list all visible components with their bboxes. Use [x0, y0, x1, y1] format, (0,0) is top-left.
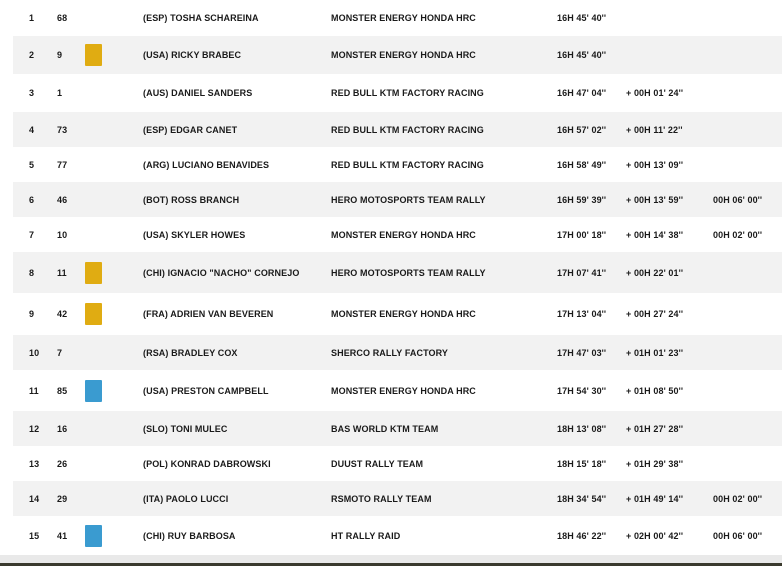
results-table — [13, 0, 782, 556]
time-gap: + 00H 13' 59'' — [626, 194, 684, 205]
position: 14 — [29, 493, 40, 504]
team-name[interactable]: RED BULL KTM FACTORY RACING — [331, 159, 484, 170]
table-row[interactable] — [13, 36, 782, 74]
table-row[interactable] — [13, 252, 782, 293]
team-name[interactable]: HERO MOTOSPORTS TEAM RALLY — [331, 194, 486, 205]
team-name[interactable]: MONSTER ENERGY HONDA HRC — [331, 13, 476, 23]
time-gap: + 01H 49' 14'' — [626, 493, 684, 504]
team-name[interactable]: RSMOTO RALLY TEAM — [331, 493, 432, 504]
position: 4 — [29, 124, 35, 135]
position: 12 — [29, 423, 40, 434]
bib-number: 9 — [57, 50, 63, 60]
position: 7 — [29, 229, 35, 240]
category-marker-icon — [85, 380, 102, 402]
time-gap: + 00H 11' 22'' — [626, 124, 683, 135]
total-time: 18H 34' 54'' — [557, 493, 607, 504]
rider-name[interactable]: (CHI) IGNACIO "NACHO" CORNEJO — [143, 267, 300, 278]
bib-number: 7 — [57, 347, 63, 358]
rider-name[interactable]: (USA) RICKY BRABEC — [143, 50, 242, 60]
position: 11 — [29, 385, 39, 396]
penalty: 00H 02' 00'' — [713, 229, 763, 240]
bib-number: 26 — [57, 458, 68, 469]
category-marker-icon — [85, 525, 102, 547]
table-row[interactable] — [13, 0, 782, 36]
time-gap: + 02H 00' 42'' — [626, 531, 684, 541]
rider-name[interactable]: (USA) SKYLER HOWES — [143, 229, 246, 240]
total-time: 17H 13' 04'' — [557, 309, 607, 319]
total-time: 16H 58' 49'' — [557, 159, 607, 170]
team-name[interactable]: RED BULL KTM FACTORY RACING — [331, 88, 484, 98]
table-row[interactable] — [13, 370, 782, 411]
bib-number: 68 — [57, 13, 68, 23]
bib-number: 46 — [57, 194, 68, 205]
total-time: 16H 57' 02'' — [557, 124, 607, 135]
position: 1 — [29, 13, 35, 23]
time-gap: + 00H 13' 09'' — [626, 159, 684, 170]
total-time: 17H 00' 18'' — [557, 229, 607, 240]
team-name[interactable]: MONSTER ENERGY HONDA HRC — [331, 385, 476, 396]
position: 8 — [29, 267, 35, 278]
bib-number: 41 — [57, 531, 68, 541]
category-marker-icon — [85, 44, 102, 66]
total-time: 17H 07' 41'' — [557, 267, 607, 278]
total-time: 16H 59' 39'' — [557, 194, 607, 205]
total-time: 18H 46' 22'' — [557, 531, 607, 541]
rider-name[interactable]: (ARG) LUCIANO BENAVIDES — [143, 159, 270, 170]
position: 13 — [29, 458, 40, 469]
rider-name[interactable]: (ESP) EDGAR CANET — [143, 124, 238, 135]
team-name[interactable]: SHERCO RALLY FACTORY — [331, 347, 449, 358]
bib-number: 42 — [57, 309, 68, 319]
team-name[interactable]: HT RALLY RAID — [331, 531, 401, 541]
bib-number: 85 — [57, 385, 68, 396]
total-time: 16H 45' 40'' — [557, 13, 607, 23]
table-row[interactable] — [13, 182, 782, 217]
bib-number: 16 — [57, 423, 68, 434]
rider-name[interactable]: (SLO) TONI MULEC — [143, 423, 228, 434]
rider-name[interactable]: (RSA) BRADLEY COX — [143, 347, 238, 358]
position: 3 — [29, 88, 35, 98]
table-row[interactable] — [13, 293, 782, 335]
penalty: 00H 02' 00'' — [713, 493, 763, 504]
team-name[interactable]: BAS WORLD KTM TEAM — [331, 423, 439, 434]
time-gap: + 00H 27' 24'' — [626, 309, 684, 319]
total-time: 16H 45' 40'' — [557, 50, 607, 60]
table-row[interactable] — [13, 217, 782, 252]
table-row[interactable] — [13, 446, 782, 481]
position: 9 — [29, 309, 35, 319]
table-row[interactable] — [13, 481, 782, 516]
team-name[interactable]: MONSTER ENERGY HONDA HRC — [331, 50, 476, 60]
position: 2 — [29, 50, 35, 60]
bib-number: 73 — [57, 124, 68, 135]
team-name[interactable]: DUUST RALLY TEAM — [331, 458, 424, 469]
bib-number: 11 — [57, 267, 67, 278]
team-name[interactable]: MONSTER ENERGY HONDA HRC — [331, 229, 476, 240]
table-row[interactable] — [13, 335, 782, 370]
time-gap: + 00H 01' 24'' — [626, 88, 684, 98]
total-time: 16H 47' 04'' — [557, 88, 607, 98]
category-marker-icon — [85, 303, 102, 325]
rider-name[interactable]: (FRA) ADRIEN VAN BEVEREN — [143, 309, 274, 319]
bib-number: 10 — [57, 229, 68, 240]
team-name[interactable]: HERO MOTOSPORTS TEAM RALLY — [331, 267, 486, 278]
total-time: 18H 15' 18'' — [557, 458, 607, 469]
table-row[interactable] — [13, 147, 782, 182]
rider-name[interactable]: (CHI) RUY BARBOSA — [143, 531, 236, 541]
total-time: 18H 13' 08'' — [557, 423, 607, 434]
team-name[interactable]: RED BULL KTM FACTORY RACING — [331, 124, 484, 135]
bib-number: 1 — [57, 88, 63, 98]
total-time: 17H 47' 03'' — [557, 347, 607, 358]
position: 5 — [29, 159, 35, 170]
table-row[interactable] — [13, 74, 782, 112]
time-gap: + 01H 29' 38'' — [626, 458, 684, 469]
time-gap: + 00H 14' 38'' — [626, 229, 684, 240]
total-time: 17H 54' 30'' — [557, 385, 607, 396]
time-gap: + 00H 22' 01'' — [626, 267, 684, 278]
rider-name[interactable]: (USA) PRESTON CAMPBELL — [143, 385, 269, 396]
time-gap: + 01H 27' 28'' — [626, 423, 684, 434]
bib-number: 29 — [57, 493, 68, 504]
penalty: 00H 06' 00'' — [713, 194, 763, 205]
table-row[interactable] — [13, 112, 782, 147]
bib-number: 77 — [57, 159, 68, 170]
rider-name[interactable]: (ITA) PAOLO LUCCI — [143, 493, 229, 504]
time-gap: + 01H 08' 50'' — [626, 385, 684, 396]
rider-name[interactable]: (ESP) TOSHA SCHAREINA — [143, 13, 259, 23]
table-row[interactable] — [13, 516, 782, 556]
position: 10 — [29, 347, 40, 358]
position: 15 — [29, 531, 40, 541]
table-row[interactable] — [13, 411, 782, 446]
category-marker-icon — [85, 262, 102, 284]
rider-name[interactable]: (AUS) DANIEL SANDERS — [143, 88, 253, 98]
rider-name[interactable]: (BOT) ROSS BRANCH — [143, 194, 240, 205]
time-gap: + 01H 01' 23'' — [626, 347, 684, 358]
penalty: 00H 06' 00'' — [713, 531, 763, 541]
rider-name[interactable]: (POL) KONRAD DABROWSKI — [143, 458, 271, 469]
team-name[interactable]: MONSTER ENERGY HONDA HRC — [331, 309, 476, 319]
position: 6 — [29, 194, 35, 205]
